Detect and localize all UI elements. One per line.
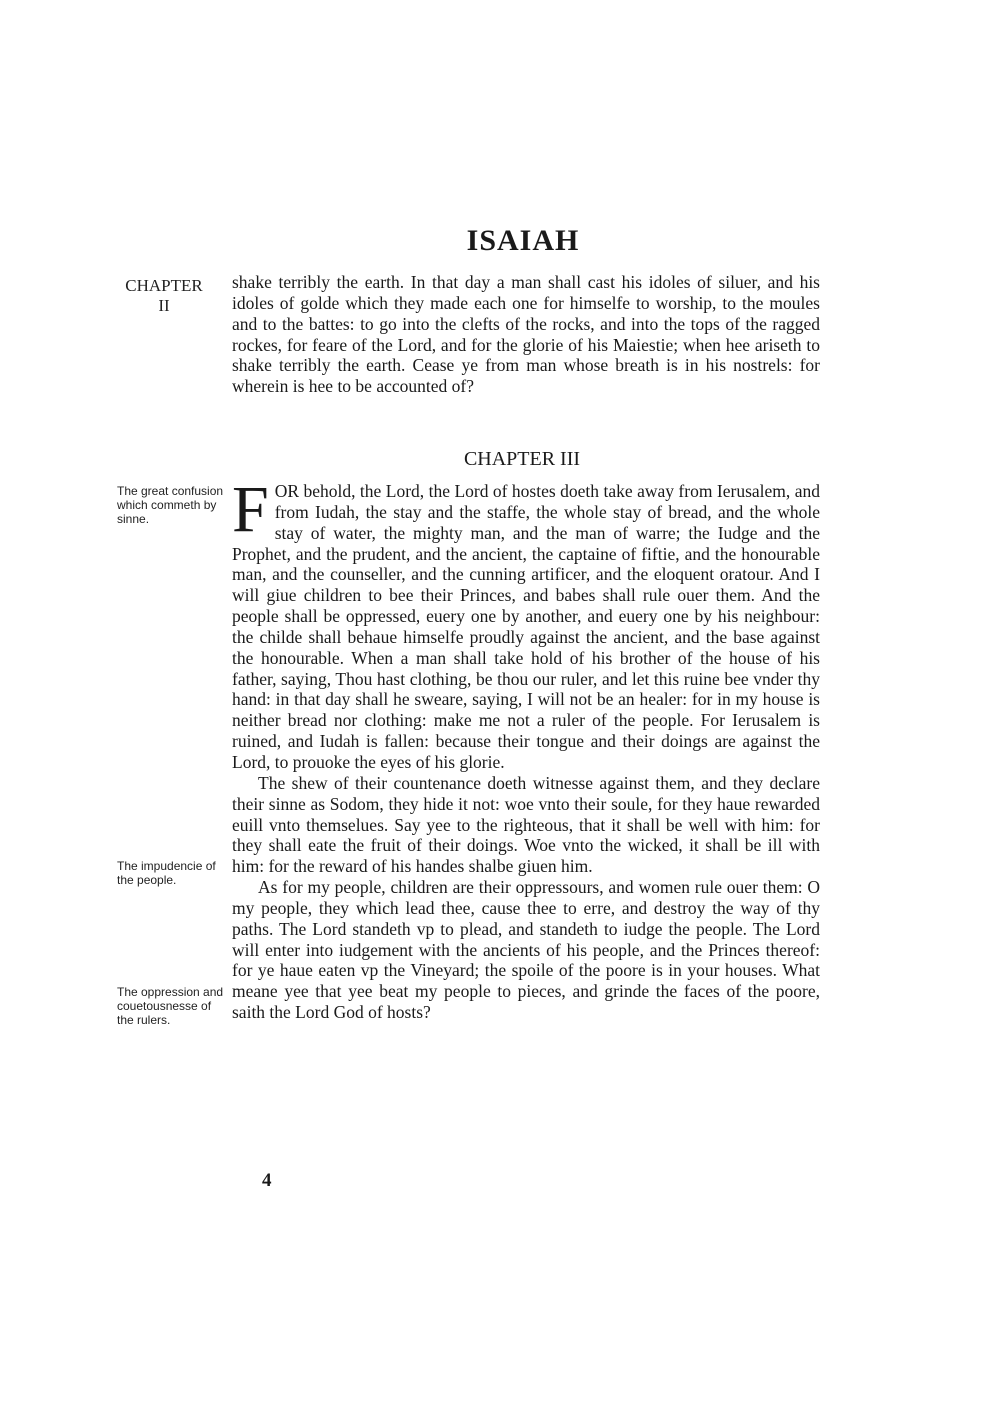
page-number: 4 xyxy=(262,1170,272,1191)
chapter-3-heading: CHAPTER III xyxy=(463,448,581,470)
running-title: ISAIAH xyxy=(466,224,580,257)
margin-note-impudencie: The impudencie of the people. xyxy=(117,859,216,887)
chapter-3-body xyxy=(232,473,820,1023)
margin-chapter-number: II xyxy=(158,296,170,315)
chapter-3-para-3: As for my people, children are their oppressours, and women rule ouer them: O my people, they which lead thee, cause thee to erre, and destroy the way of thy paths. The Lord standeth vp to plead, and standeth to iudge the people. The Lord will enter into iudgement with the ancients of his people, and the Princes thereof: for ye haue eaten vp the Vineyard; the spoile of the poore is in your houses. What meane yee that yee beat my people to pieces, and grinde the faces of the poore, saith the Lord God of hosts? xyxy=(232,877,820,1023)
chapter-3-para-1 xyxy=(232,473,820,773)
margin-note-oppression: The oppression and couetousnesse of the rulers. xyxy=(117,985,224,1027)
chapter-2-text: shake terribly the earth. In that day a man shall cast his idoles of siluer, and his idoles of golde which they made each one for himselfe to worship, to the moules and to the battes: to go into the clefts of the rocks, and into the tops of the ragged rockes, for feare of the Lord, and for the glorie of his Maiestie; when hee ariseth to shake terribly the earth. Cease ye from man whose breath is in his nostrels: for wherein is hee to be accounted of? xyxy=(232,272,820,397)
margin-chapter-label xyxy=(116,276,212,316)
margin-note-confusion: The great confusion which commeth by sinne. xyxy=(117,484,224,526)
margin-chapter-word: CHAPTER xyxy=(125,276,203,295)
para-1-text: OR behold, the Lord, the Lord of hostes doeth take away from Ierusalem, and from Iudah, the stay and the staffe, the whole stay of bread, and the whole stay of water, the mighty man, and the man of warre; the Iudge and the Prophet, and the prudent, and the ancient, the captaine of fiftie, and the honourable man, and the counseller, and the cunning artificer, and the eloquent oratour. And I will giue children to bee their Princes, and babes shall rule ouer them. And the people shall be oppressed, euery one by another, and euery one by his neighbour: the childe shall behaue himselfe proudly against the ancient, and the base against the honourable. When a man shall take hold of his brother of the house of his father, saying, Thou hast clothing, be thou our ruler, and let this ruine bee vnder thy hand: in that day shall he sweare, saying, I will not be an healer: for in my house is neither bread nor clothing: make me not a ruler of the people. For Ierusalem is ruined, and Iudah is fallen: because their tongue and their doings are against the Lord, to prouoke the eyes of his glorie. xyxy=(232,481,820,772)
chapter-2-continuation xyxy=(232,272,820,397)
chapter-3-para-2: The shew of their countenance doeth witnesse against them, and they declare their sinne as Sodom, they hide it not: woe vnto their soule, for they haue rewarded euill vnto themselues. Say yee to the righteous, that it shall be well with him: for they shall eate the fruit of their doings. Woe vnto the wicked, it shall be ill with him: for the reward of his handes shalbe giuen him. xyxy=(232,772,820,877)
drop-cap: F xyxy=(232,473,269,546)
